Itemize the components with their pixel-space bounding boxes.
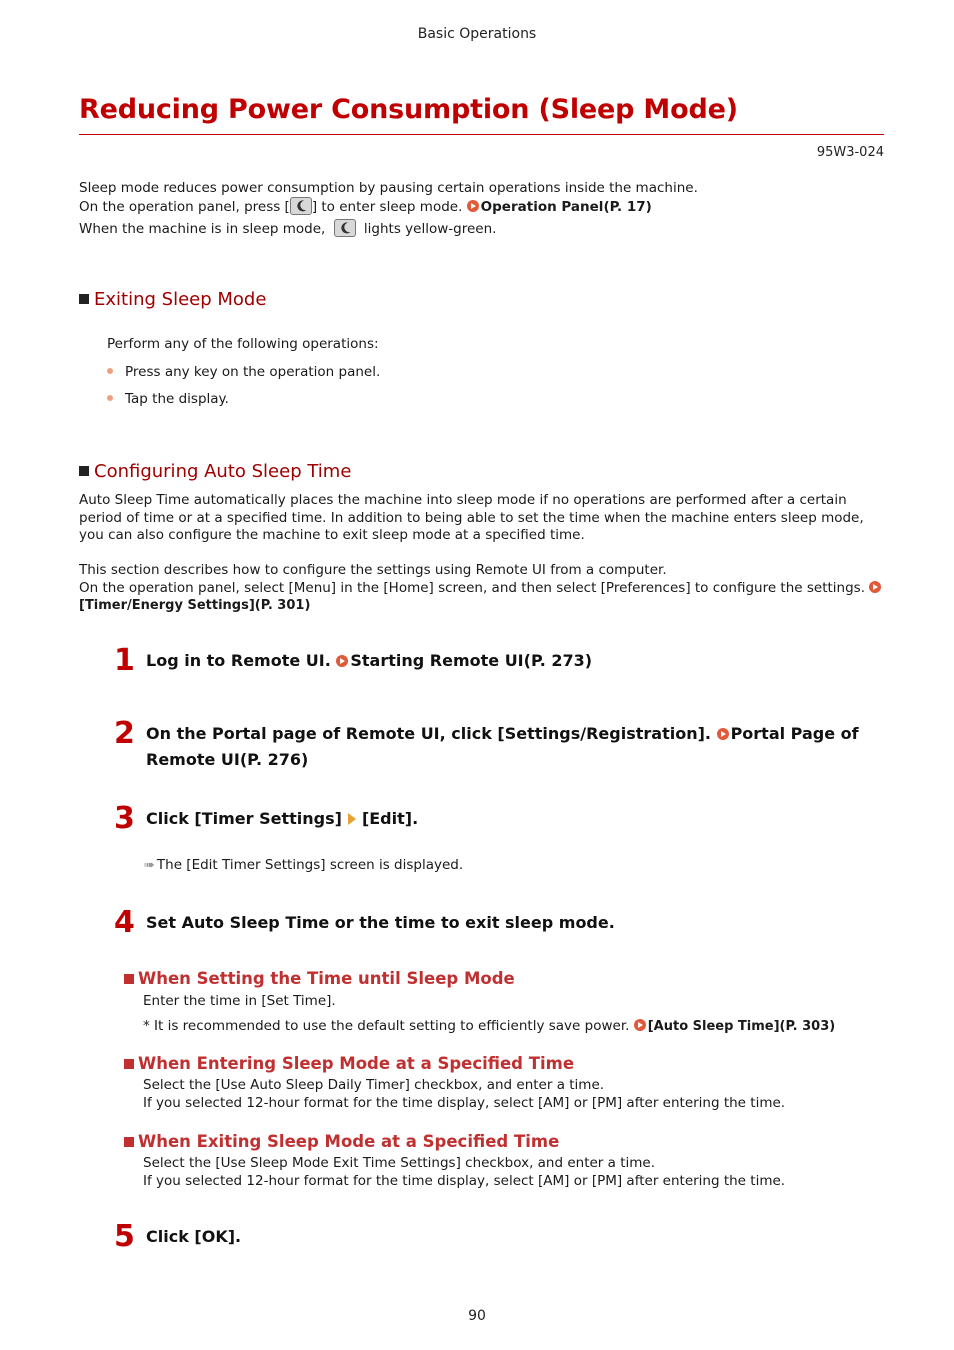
intro-line-3 (79, 219, 496, 238)
link-arrow-icon (336, 655, 348, 667)
intro-line-2 (79, 197, 652, 216)
step-text: Set Auto Sleep Time or the time to exit sleep mode. (146, 913, 615, 932)
portal-page-link-cont[interactable]: Remote UI(P. 276) (146, 750, 309, 769)
section-heading-configuring-text: Configuring Auto Sleep Time (94, 461, 352, 482)
link-arrow-icon (634, 1019, 646, 1031)
subsection-heading (124, 1054, 574, 1073)
step-text (146, 648, 592, 674)
subsection-heading-text: When Entering Sleep Mode at a Specified Time (138, 1054, 575, 1073)
operation-panel-link[interactable]: Operation Panel(P. 17) (480, 199, 652, 215)
subsection-line: Select the [Use Auto Sleep Daily Timer] checkbox, and enter a time. (143, 1077, 605, 1093)
step-number: 1 (114, 643, 135, 678)
intro-line-2-post: ] to enter sleep mode. (311, 199, 463, 215)
bullet-icon (107, 368, 113, 374)
energy-saver-key-icon (334, 219, 356, 237)
energy-saver-key-icon (290, 197, 312, 215)
intro-line-3-post: lights yellow-green. (363, 221, 497, 237)
step-result (144, 856, 463, 875)
intro-line-3-pre: When the machine is in sleep mode, (79, 221, 326, 237)
section-heading-exiting (79, 289, 266, 310)
timer-energy-settings-link[interactable]: [Timer/Energy Settings](P. 301) (79, 598, 311, 613)
configuring-paragraph-2 (79, 562, 883, 615)
step-text (146, 806, 418, 832)
link-arrow-icon (869, 581, 881, 593)
section-heading-configuring (79, 461, 351, 482)
paragraph-line: period of time or at a specified time. In addition to being able to set the time when the machine enters sleep mode, (79, 509, 864, 526)
subsection-heading-text: When Setting the Time until Sleep Mode (138, 969, 515, 988)
step-text-main: Log in to Remote UI. (146, 651, 331, 670)
intro-line-2-pre: On the operation panel, press [ (79, 199, 290, 215)
step-text-a: Click [Timer Settings] (146, 809, 342, 828)
link-arrow-icon (467, 200, 479, 212)
subsection-heading-text: When Exiting Sleep Mode at a Specified Time (138, 1132, 560, 1151)
subsection-note (143, 1017, 835, 1036)
page-title: Reducing Power Consumption (Sleep Mode) (79, 94, 738, 125)
paragraph-line (79, 580, 883, 598)
subsection-line: Enter the time in [Set Time]. (143, 993, 336, 1009)
exiting-lead: Perform any of the following operations: (107, 336, 379, 352)
starting-remote-ui-link[interactable]: Starting Remote UI(P. 273) (350, 651, 593, 670)
auto-sleep-time-link[interactable]: [Auto Sleep Time](P. 303) (647, 1019, 836, 1034)
running-header: Basic Operations (417, 26, 537, 42)
subsection-note-text: * It is recommended to use the default setting to efficiently save power. (143, 1018, 630, 1034)
heading-square-icon (124, 1059, 134, 1069)
subsection-line: If you selected 12-hour format for the time display, select [AM] or [PM] after entering the time. (143, 1094, 786, 1111)
subsection-body (143, 1077, 785, 1112)
portal-page-link[interactable]: Portal Page of (730, 724, 859, 743)
section-heading-exiting-text: Exiting Sleep Mode (94, 289, 267, 310)
configuring-paragraph-1 (79, 492, 864, 545)
result-arrow-icon: ➠ (144, 858, 155, 873)
page-number: 90 (468, 1308, 486, 1324)
paragraph-line-text: On the operation panel, select [Menu] in the [Home] screen, and then select [Preferences] to configure the settings. (79, 579, 866, 596)
list-item (107, 363, 380, 381)
paragraph-line: Auto Sleep Time automatically places the machine into sleep mode if no operations are performed after a certain (79, 492, 847, 508)
step-text-main: On the Portal page of Remote UI, click [Settings/Registration]. (146, 724, 711, 743)
paragraph-line: This section describes how to configure the settings using Remote UI from a computer. (79, 562, 667, 578)
step-text-b: [Edit]. (361, 809, 419, 828)
subsection-heading (124, 969, 515, 988)
step-text (146, 721, 866, 773)
bullet-icon (107, 395, 113, 401)
subsection-heading (124, 1132, 559, 1151)
subsection-line: Select the [Use Sleep Mode Exit Time Settings] checkbox, and enter a time. (143, 1155, 655, 1171)
list-item (107, 390, 229, 408)
step-result-text: The [Edit Timer Settings] screen is displayed. (156, 857, 464, 873)
paragraph-line: you can also configure the machine to exit sleep mode at a specified time. (79, 527, 585, 543)
heading-square-icon (79, 466, 89, 476)
intro-line-1: Sleep mode reduces power consumption by pausing certain operations inside the machine. (79, 180, 698, 196)
step-number: 5 (114, 1219, 135, 1254)
list-item-text: Press any key on the operation panel. (125, 364, 381, 380)
title-rule (79, 134, 884, 135)
list-item-text: Tap the display. (125, 391, 229, 407)
step-number: 3 (114, 801, 135, 836)
step-text: Click [OK]. (146, 1227, 242, 1246)
heading-square-icon (124, 1137, 134, 1147)
heading-square-icon (124, 974, 134, 984)
link-arrow-icon (717, 728, 729, 740)
heading-square-icon (79, 294, 89, 304)
document-id: 95W3-024 (816, 145, 884, 160)
subsection-body (143, 1155, 785, 1190)
subsection-line: If you selected 12-hour format for the time display, select [AM] or [PM] after entering the time. (143, 1172, 786, 1189)
step-number: 2 (114, 716, 135, 751)
next-arrow-icon (348, 813, 356, 825)
step-number: 4 (114, 905, 135, 940)
